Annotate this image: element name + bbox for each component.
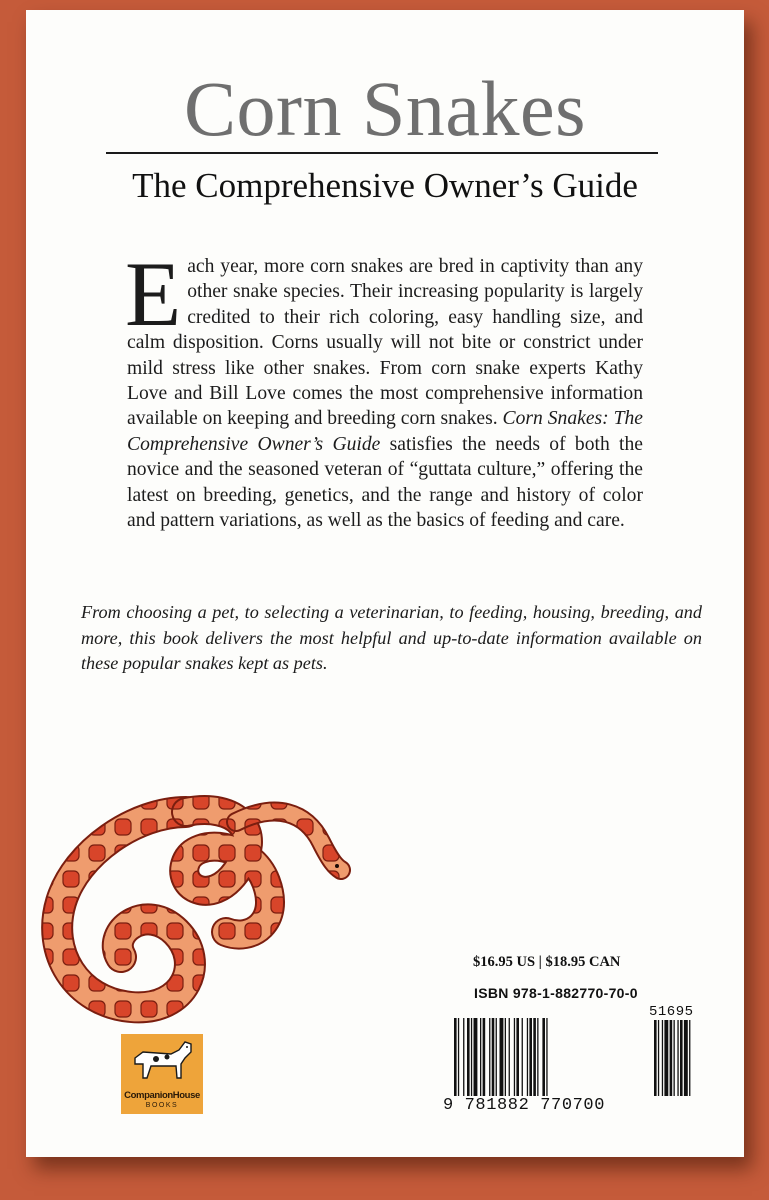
- price: $16.95 US | $18.95 CAN: [473, 954, 621, 970]
- title-rule: [106, 152, 658, 154]
- barcode-addon-number: 51695: [649, 1004, 694, 1020]
- book-subtitle: The Comprehensive Owner’s Guide: [132, 166, 638, 205]
- barcode-number: 9 781882 770700: [443, 1096, 606, 1115]
- isbn: ISBN 978-1-882770-70-0: [474, 985, 638, 1001]
- promo-text: From choosing a pet, to selecting a veterinarian, to feeding, housing, breeding, and more, this book delivers the most helpful and up-to-date information available on these popular snakes kept as pets.: [81, 602, 702, 673]
- blurb-text-2: satisfies the needs of both the novice and the seasoned veteran of “guttata culture,” offering the latest on breeding, genetics, and the range and history of color and pattern variations, as well as the basics of feeding and care.: [127, 433, 643, 532]
- blurb-book-title: Corn Snakes: The Comprehensive Owner’s Guide: [127, 408, 643, 455]
- publisher-name: CompanionHouse: [124, 1090, 200, 1101]
- publisher-logo: [121, 1034, 203, 1114]
- publisher-sub: BOOKS: [145, 1102, 179, 1109]
- dog-icon: [121, 1034, 203, 1090]
- book-back-cover: [26, 10, 744, 1157]
- book-title: Corn Snakes: [184, 65, 586, 152]
- description-blurb: [125, 243, 643, 533]
- drop-cap: E: [125, 243, 182, 345]
- corn-snake-image: [36, 792, 356, 1032]
- blurb-text-1: ach year, more corn snakes are bred in captivity than any other snake species. Their increasing popularity is largely credited to their rich coloring, easy handling size, and calm disposition. Corns usually will not bite or constrict under mild stress like other snakes. From corn snake experts Kathy Love and Bill Love comes the most comprehensive information available on keeping and breeding corn snakes.: [127, 256, 643, 430]
